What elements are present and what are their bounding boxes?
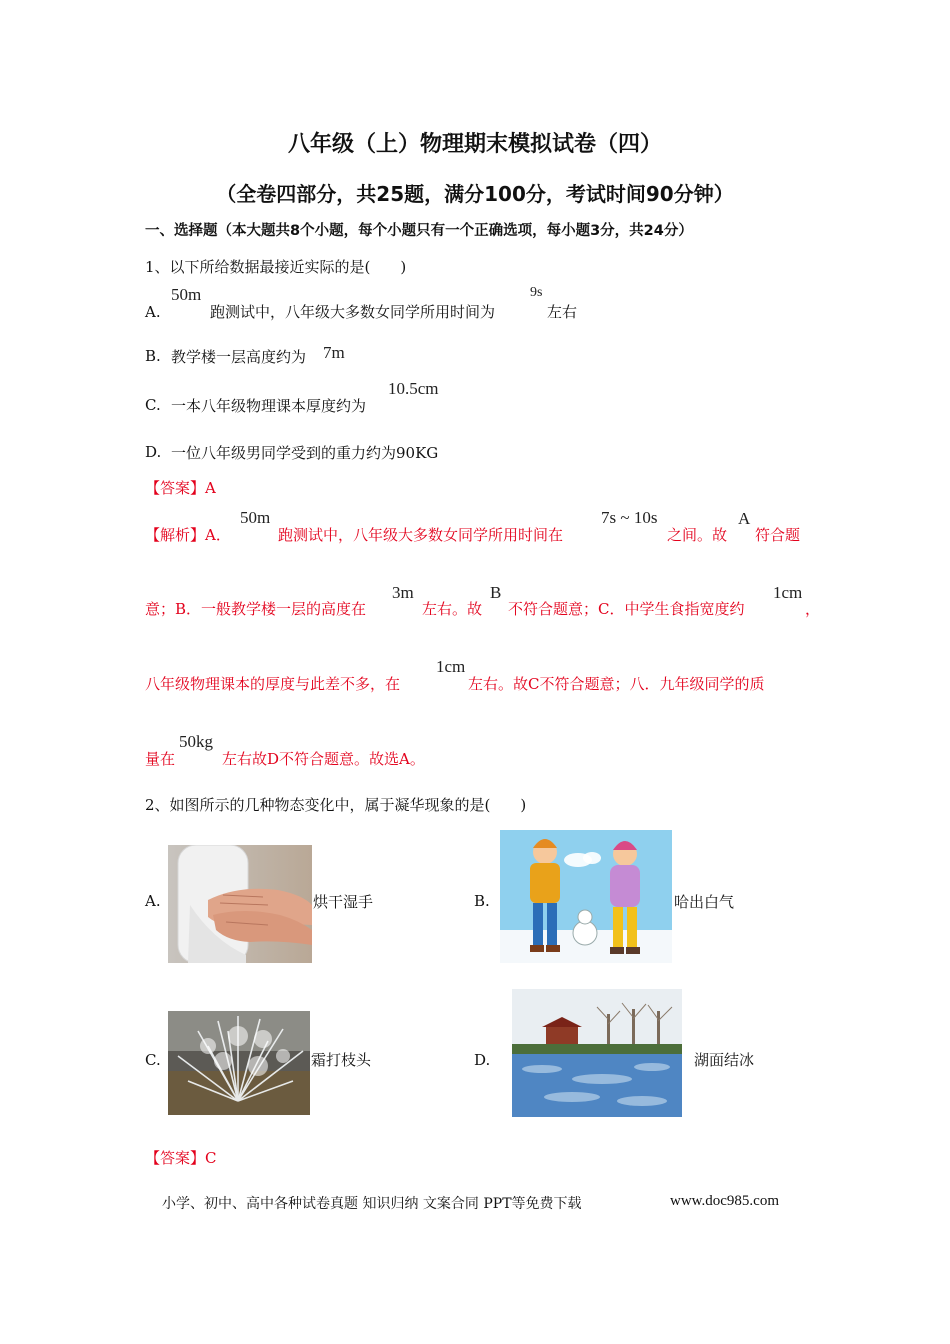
option-text: 跑测试中，八年级大多数女同学所用时间为 <box>210 303 496 321</box>
analysis-text: 量在 <box>145 750 176 768</box>
analysis-text: ， <box>805 600 821 618</box>
footer-url[interactable]: www.doc985.com <box>670 1193 780 1209</box>
footer-promo-text: 小学、初中、高中各种试卷真题 知识归纳 文案合同 PPT等免费下载 <box>162 1196 582 1212</box>
kids-snow-image <box>500 830 672 963</box>
analysis-math: B <box>490 583 502 602</box>
page-title: 八年级（上）物理期末模拟试卷（四） <box>287 132 662 157</box>
option-label: 湖面结冰 <box>694 1051 755 1069</box>
analysis-text: 左右。故 <box>422 600 483 618</box>
option-letter: C. <box>145 1051 161 1069</box>
question-2-stem: 2、如图所示的几种物态变化中，属于凝华现象的是( ) <box>145 796 527 814</box>
option-letter: B. <box>474 892 490 910</box>
math-value: 7m <box>323 343 345 362</box>
option-text: 教学楼一层高度约为 <box>171 348 307 366</box>
question-1-answer: 【答案】A <box>145 479 216 497</box>
analysis-text: 左右。故C不符合题意；八．九年级同学的质 <box>468 675 765 693</box>
hand-dryer-image <box>168 845 312 963</box>
analysis-math: 1cm <box>773 583 803 602</box>
math-value: 50m <box>171 285 202 304</box>
analysis-text: 左右故D不符合题意。故选A。 <box>222 750 425 768</box>
analysis-math: 50m <box>240 508 271 527</box>
option-text: 左右 <box>547 303 578 321</box>
option-label: 哈出白气 <box>674 893 735 911</box>
analysis-math: 1cm <box>436 657 466 676</box>
option-label: 烘干湿手 <box>313 893 374 911</box>
analysis-text: 跑测试中，八年级大多数女同学所用时间在 <box>278 526 564 544</box>
option-text: 一位八年级男同学受到的重力约为90KG <box>171 444 439 462</box>
option-text: 一本八年级物理课本厚度约为 <box>171 397 367 415</box>
section-heading: 一、选择题（本大题共8个小题，每个小题只有一个正确选项，每小题3分，共24分） <box>145 223 693 239</box>
math-value: 10.5cm <box>388 379 439 398</box>
analysis-text: 【解析】A． <box>145 526 231 544</box>
option-letter: C. <box>145 396 161 414</box>
page-subtitle: （全卷四部分，共25题，满分100分，考试时间90分钟） <box>216 182 734 206</box>
analysis-math: A <box>738 509 751 528</box>
analysis-text: 不符合题意；C．中学生食指宽度约 <box>508 600 745 618</box>
question-1-stem: 1、以下所给数据最接近实际的是( ) <box>145 258 407 276</box>
math-value: 9s <box>530 285 543 300</box>
option-letter: B. <box>145 347 161 365</box>
question-2-answer: 【答案】C <box>145 1149 217 1167</box>
analysis-text: 符合题 <box>755 526 801 544</box>
option-letter: D. <box>474 1051 491 1069</box>
option-letter: D. <box>145 443 162 461</box>
analysis-text: 八年级物理课本的厚度与此差不多，在 <box>145 675 401 693</box>
option-letter: A. <box>145 892 161 910</box>
analysis-math: 3m <box>392 583 414 602</box>
analysis-text: 之间。故 <box>667 526 728 544</box>
frost-branches-image <box>168 1011 310 1115</box>
option-label: 霜打枝头 <box>311 1051 372 1069</box>
analysis-math: 7s ~ 10s <box>601 508 658 527</box>
option-letter: A. <box>145 303 161 321</box>
analysis-text: 意；B．一般教学楼一层的高度在 <box>145 600 367 618</box>
frozen-lake-image <box>512 989 682 1117</box>
analysis-math: 50kg <box>179 732 213 751</box>
